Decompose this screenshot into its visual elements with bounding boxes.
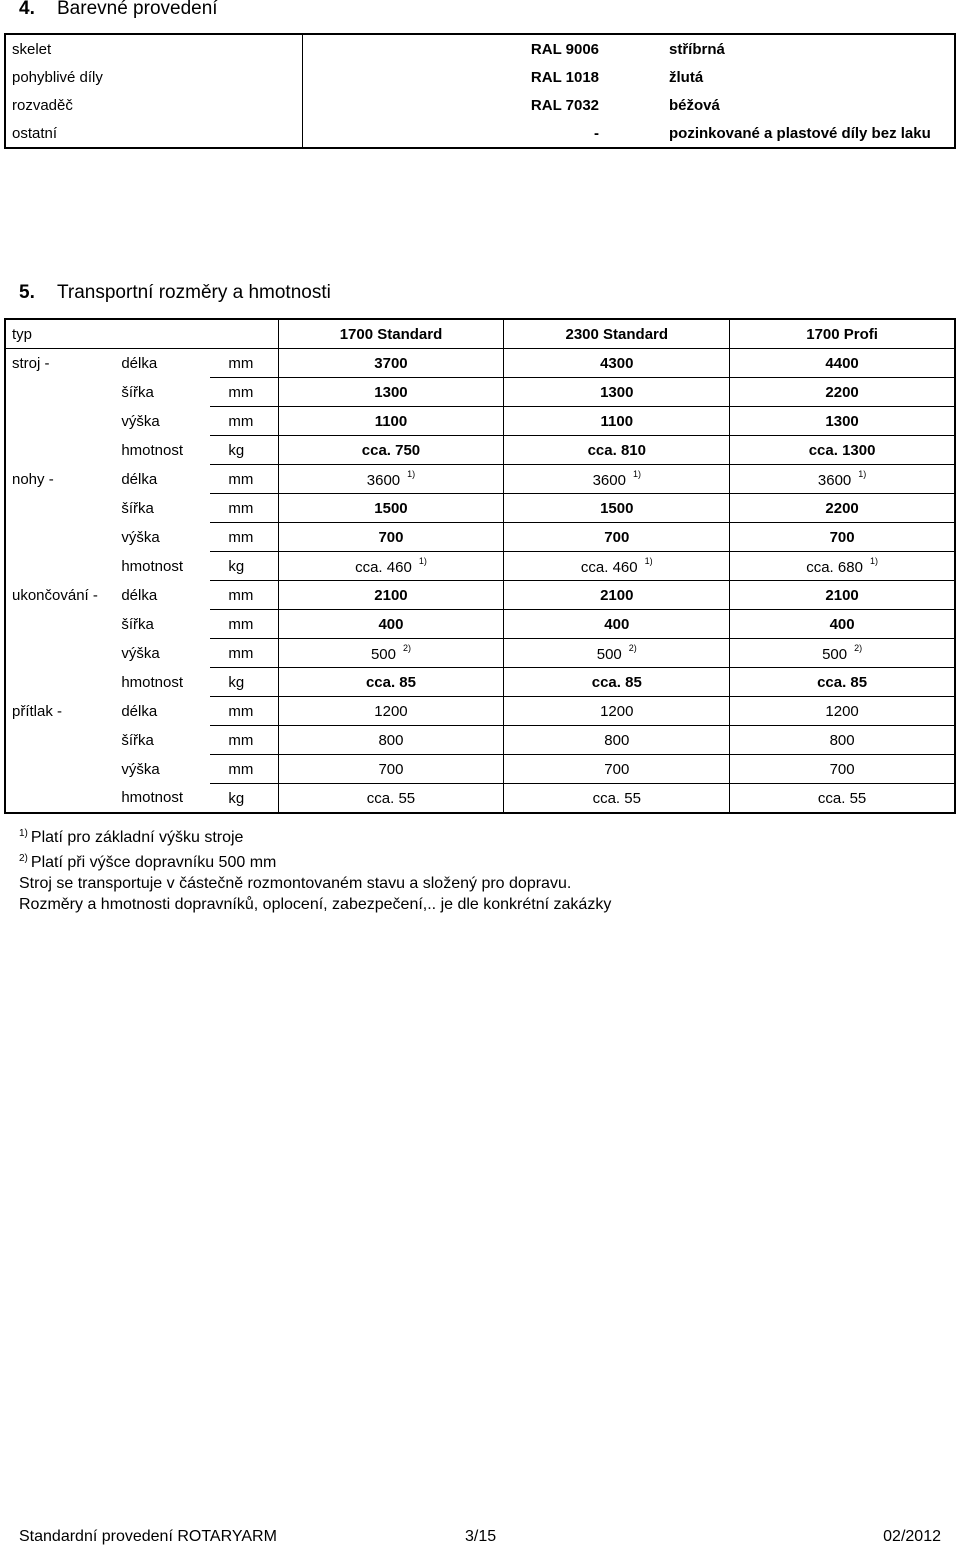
section-number: 4. bbox=[19, 0, 35, 19]
value-cell bbox=[730, 378, 955, 407]
value-text: 700 bbox=[829, 528, 855, 546]
group-label bbox=[5, 407, 117, 436]
table-row bbox=[5, 378, 955, 407]
value-text: 2200 bbox=[825, 383, 859, 401]
footer-page-number: 3/15 bbox=[465, 1528, 497, 1545]
value-text: cca. 85 bbox=[591, 673, 642, 691]
table-row bbox=[5, 407, 955, 436]
value-cell bbox=[504, 784, 730, 814]
value-cell bbox=[504, 726, 730, 755]
part-name: ostatní bbox=[5, 119, 303, 148]
unit-label: mm bbox=[210, 639, 278, 668]
color-name: žlutá bbox=[669, 68, 704, 86]
footnote-text: Platí při výšce dopravníku 500 mm bbox=[30, 854, 277, 871]
footnote-line bbox=[19, 894, 611, 915]
value-text: 2100 bbox=[600, 586, 634, 604]
value-text: 400 bbox=[378, 615, 404, 633]
footnote-line bbox=[19, 873, 611, 894]
value-text: 1300 bbox=[600, 383, 634, 401]
value-text: 800 bbox=[604, 731, 630, 749]
value-cell bbox=[504, 436, 730, 465]
part-name: pohyblivé díly bbox=[5, 63, 303, 91]
value-cell bbox=[278, 494, 504, 523]
value-cell bbox=[730, 465, 955, 494]
value-cell bbox=[730, 552, 955, 581]
value-text: 2100 bbox=[374, 586, 408, 604]
value-text: 1500 bbox=[374, 499, 408, 517]
value-text: 1200 bbox=[600, 702, 634, 720]
value-text: 700 bbox=[378, 760, 404, 778]
value-text: cca. 85 bbox=[817, 673, 868, 691]
value-cell bbox=[278, 668, 504, 697]
group-label: ukončování - bbox=[12, 586, 98, 604]
value-text: 400 bbox=[604, 615, 630, 633]
value-cell bbox=[730, 726, 955, 755]
parameter-label: šířka bbox=[121, 499, 154, 517]
color-row bbox=[5, 63, 955, 91]
table-row bbox=[5, 349, 955, 378]
value-text: 4300 bbox=[600, 354, 634, 372]
table-row bbox=[5, 552, 955, 581]
group-label bbox=[5, 639, 117, 668]
table-row bbox=[5, 436, 955, 465]
parameter-label: šířka bbox=[121, 731, 154, 749]
footnote-line bbox=[19, 823, 611, 848]
color-row bbox=[5, 91, 955, 119]
group-label bbox=[5, 436, 117, 465]
value-text: cca. 55 bbox=[817, 789, 867, 807]
value-cell bbox=[730, 639, 955, 668]
value-text: 700 bbox=[829, 760, 855, 778]
value-text: cca. 1300 bbox=[808, 441, 876, 459]
value-cell bbox=[504, 349, 730, 378]
value-cell bbox=[730, 494, 955, 523]
value-text: 800 bbox=[829, 731, 855, 749]
group-label bbox=[5, 610, 117, 639]
value-cell bbox=[278, 349, 504, 378]
section-4-heading bbox=[19, 0, 218, 20]
value-text: 2100 bbox=[825, 586, 859, 604]
value-cell bbox=[730, 784, 955, 814]
group-label: nohy - bbox=[12, 470, 54, 488]
unit-label: kg bbox=[210, 436, 278, 465]
value-cell bbox=[278, 581, 504, 610]
value-cell bbox=[278, 639, 504, 668]
value-cell bbox=[504, 581, 730, 610]
value-text: 3600 bbox=[366, 472, 401, 489]
value-cell bbox=[504, 697, 730, 726]
unit-label: kg bbox=[210, 668, 278, 697]
footnote-marker: 2) bbox=[854, 643, 863, 653]
group-label: stroj - bbox=[12, 354, 50, 372]
footnote-mark: 2) bbox=[19, 853, 28, 864]
value-text: 1200 bbox=[825, 702, 859, 720]
value-cell bbox=[278, 784, 504, 814]
value-text: cca. 85 bbox=[365, 673, 416, 691]
parameter-label: délka bbox=[121, 586, 158, 604]
value-cell bbox=[278, 552, 504, 581]
unit-label: mm bbox=[210, 581, 278, 610]
footnote-mark: 1) bbox=[19, 828, 28, 839]
color-table bbox=[4, 33, 956, 149]
group-label bbox=[5, 494, 117, 523]
unit-label: mm bbox=[210, 465, 278, 494]
unit-label: mm bbox=[210, 407, 278, 436]
group-label bbox=[5, 378, 117, 407]
value-text: 500 bbox=[822, 646, 848, 663]
group-label bbox=[5, 755, 117, 784]
footnote-marker: 2) bbox=[402, 643, 411, 653]
value-cell bbox=[278, 697, 504, 726]
value-text: 700 bbox=[604, 528, 630, 546]
value-cell bbox=[504, 378, 730, 407]
value-cell bbox=[730, 407, 955, 436]
color-name: stříbrná bbox=[669, 40, 725, 58]
value-cell bbox=[730, 697, 955, 726]
value-text: 400 bbox=[829, 615, 855, 633]
parameter-label: výška bbox=[121, 644, 160, 662]
section-title: Transportní rozměry a hmotnosti bbox=[57, 282, 331, 303]
table-row bbox=[5, 523, 955, 552]
group-label bbox=[5, 726, 117, 755]
value-cell bbox=[504, 494, 730, 523]
value-cell bbox=[504, 610, 730, 639]
value-cell bbox=[730, 755, 955, 784]
value-text: 3600 bbox=[592, 472, 626, 489]
value-cell bbox=[730, 610, 955, 639]
footnote-marker: 2) bbox=[628, 643, 637, 653]
unit-label: mm bbox=[210, 726, 278, 755]
part-name: rozvaděč bbox=[5, 91, 303, 119]
value-cell bbox=[278, 726, 504, 755]
ral-code: RAL 1018 bbox=[530, 68, 599, 86]
parameter-label: výška bbox=[121, 760, 160, 778]
parameter-label: délka bbox=[121, 702, 158, 720]
footnote-marker: 1) bbox=[869, 556, 878, 566]
value-cell bbox=[504, 407, 730, 436]
value-text: 1100 bbox=[374, 412, 408, 430]
column-header: 1700 Standard bbox=[278, 319, 504, 349]
table-row bbox=[5, 755, 955, 784]
column-header: 1700 Profi bbox=[730, 319, 955, 349]
footer-document-title: Standardní provedení ROTARYARM bbox=[19, 1528, 277, 1545]
part-name: skelet bbox=[5, 34, 303, 63]
value-cell bbox=[278, 436, 504, 465]
value-cell bbox=[730, 668, 955, 697]
value-cell bbox=[730, 436, 955, 465]
table-row bbox=[5, 784, 955, 814]
section-number: 5. bbox=[19, 282, 35, 303]
parameter-label: šířka bbox=[121, 615, 154, 633]
value-text: cca. 460 bbox=[355, 559, 412, 576]
table-row bbox=[5, 639, 955, 668]
value-cell bbox=[504, 552, 730, 581]
parameter-label: hmotnost bbox=[121, 789, 184, 807]
value-text: 800 bbox=[378, 731, 404, 749]
table-row bbox=[5, 697, 955, 726]
value-cell bbox=[730, 581, 955, 610]
value-text: cca. 810 bbox=[587, 441, 646, 459]
value-text: 500 bbox=[596, 646, 622, 663]
value-cell bbox=[730, 349, 955, 378]
unit-label: mm bbox=[210, 697, 278, 726]
value-text: 2200 bbox=[825, 499, 859, 517]
value-text: 1200 bbox=[374, 702, 408, 720]
color-name: béžová bbox=[669, 96, 720, 114]
parameter-label: délka bbox=[121, 354, 158, 372]
footnote-marker: 1) bbox=[407, 469, 416, 479]
value-text: cca. 680 bbox=[806, 559, 863, 576]
value-cell bbox=[278, 523, 504, 552]
parameter-label: výška bbox=[121, 528, 160, 546]
unit-label: kg bbox=[210, 784, 278, 814]
unit-label: mm bbox=[210, 349, 278, 378]
table-row bbox=[5, 610, 955, 639]
table-row bbox=[5, 494, 955, 523]
table-row bbox=[5, 668, 955, 697]
parameter-label: hmotnost bbox=[121, 557, 184, 575]
value-text: 1500 bbox=[600, 499, 634, 517]
footnote-marker: 1) bbox=[632, 469, 641, 479]
color-name: pozinkované a plastové díly bez laku bbox=[669, 124, 931, 142]
group-label bbox=[5, 668, 117, 697]
value-text: 4400 bbox=[825, 354, 859, 372]
footnote-text: Rozměry a hmotnosti dopravníků, oplocení, zabezpečení,.. je dle konkrétní zakázky bbox=[19, 896, 612, 913]
value-cell bbox=[504, 755, 730, 784]
table-header-row bbox=[5, 319, 955, 349]
value-cell bbox=[504, 639, 730, 668]
value-text: cca. 460 bbox=[580, 559, 638, 576]
value-cell bbox=[278, 755, 504, 784]
value-text: 3700 bbox=[374, 354, 408, 372]
footnote-text: Stroj se transportuje v částečně rozmontovaném stavu a složený pro dopravu. bbox=[19, 875, 572, 892]
footnote-marker: 1) bbox=[644, 556, 653, 566]
footnote-marker: 1) bbox=[858, 469, 867, 479]
parameter-label: hmotnost bbox=[121, 673, 184, 691]
value-cell bbox=[278, 465, 504, 494]
value-cell bbox=[278, 610, 504, 639]
section-title: Barevné provedení bbox=[57, 0, 218, 19]
group-label bbox=[5, 523, 117, 552]
value-text: 500 bbox=[370, 646, 396, 663]
ral-code: RAL 7032 bbox=[530, 96, 599, 114]
table-row bbox=[5, 581, 955, 610]
value-cell bbox=[504, 465, 730, 494]
transport-table bbox=[4, 318, 956, 814]
unit-label: mm bbox=[210, 378, 278, 407]
parameter-label: délka bbox=[121, 470, 158, 488]
value-text: 3600 bbox=[817, 472, 852, 489]
section-5-heading bbox=[19, 282, 331, 304]
value-text: 1300 bbox=[825, 412, 859, 430]
value-text: 1300 bbox=[374, 383, 408, 401]
value-text: cca. 55 bbox=[366, 789, 416, 807]
table-row bbox=[5, 726, 955, 755]
value-cell bbox=[504, 668, 730, 697]
value-text: 1100 bbox=[600, 412, 634, 430]
table-row bbox=[5, 465, 955, 494]
value-text: 700 bbox=[378, 528, 404, 546]
group-label bbox=[5, 552, 117, 581]
value-cell bbox=[278, 407, 504, 436]
type-label: typ bbox=[5, 319, 278, 349]
color-row bbox=[5, 119, 955, 148]
ral-code: - bbox=[594, 124, 599, 142]
footnotes bbox=[19, 823, 611, 915]
column-header: 2300 Standard bbox=[504, 319, 730, 349]
footer-date: 02/2012 bbox=[883, 1528, 941, 1545]
footnote-line bbox=[19, 848, 611, 873]
value-cell bbox=[278, 378, 504, 407]
parameter-label: šířka bbox=[121, 383, 154, 401]
unit-label: mm bbox=[210, 523, 278, 552]
unit-label: mm bbox=[210, 610, 278, 639]
parameter-label: výška bbox=[121, 412, 160, 430]
value-text: cca. 55 bbox=[592, 789, 641, 807]
footnote-marker: 1) bbox=[418, 556, 427, 566]
footnote-text: Platí pro základní výšku stroje bbox=[30, 829, 244, 846]
unit-label: mm bbox=[210, 494, 278, 523]
ral-code: RAL 9006 bbox=[530, 40, 599, 58]
unit-label: kg bbox=[210, 552, 278, 581]
unit-label: mm bbox=[210, 755, 278, 784]
value-cell bbox=[504, 523, 730, 552]
parameter-label: hmotnost bbox=[121, 441, 184, 459]
value-text: 700 bbox=[604, 760, 630, 778]
value-text: cca. 750 bbox=[361, 441, 421, 459]
value-cell bbox=[730, 523, 955, 552]
group-label: přítlak - bbox=[12, 702, 63, 720]
color-row bbox=[5, 34, 955, 63]
group-label bbox=[5, 784, 117, 814]
